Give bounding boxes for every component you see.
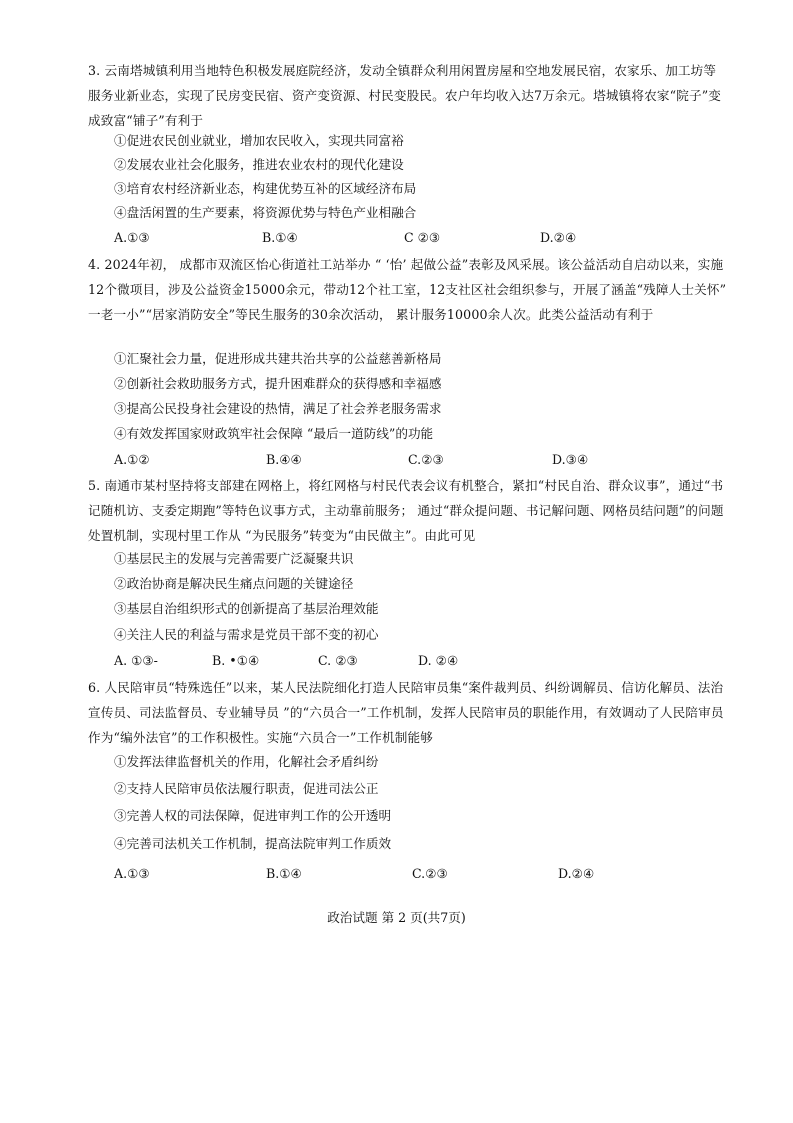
question-6-option-4: ④完善司法机关工作机制，提高法院审判工作质效 <box>114 836 392 851</box>
question-6-choice-d: D.②④ <box>558 866 595 881</box>
question-4-choice-b: B.④④ <box>266 452 302 467</box>
question-3-choice-a: A.①③ <box>114 230 150 245</box>
question-5-choice-b: B. •①④ <box>212 653 260 668</box>
question-6-option-1: ①发挥法律监督机关的作用，化解社会矛盾纠纷 <box>114 754 379 769</box>
question-3-option-4: ④盘活闲置的生产要素，将资源优势与特色产业相融合 <box>114 205 417 220</box>
question-3-option-1: ①促进农民创业就业，增加农民收入，实现共同富裕 <box>114 133 404 148</box>
question-6-stem: 6. 人民陪审员“特殊选任”以来，某人民法院细化打造人民陪审员集“案件裁判员、纠纷调解员、信访化解员、法治宣传员、司法监督员、专业辅导员 ”的“六员合一”工作机制，发挥人民陪审员的职能作用，有效调动了人民陪审员作为“编外法官”的工作积极性。实施“六员合一”工作机制能够 <box>88 680 724 746</box>
question-6-choice-c: C.②③ <box>412 866 448 881</box>
question-5-option-4: ④关注人民的利益与需求是党员干部不变的初心 <box>114 627 379 642</box>
question-4-choice-a: A.①② <box>114 452 150 467</box>
question-3-choice-b: B.①④ <box>262 230 298 245</box>
question-5-choice-d: D. ②④ <box>418 653 459 668</box>
question-4-stem: 4. 2024年初， 成都市双流区怡心街道社工站举办 “ ‘怡’ 起做公益”表彰及风采展。该公益活动自启动以来，实施12个微项目，涉及公益资金15000余元，带动12个社工室，12支社区社会组织参与，开展了涵盖“残障人士关怀” 一老一小”“居家消防安全”等民生服务的30余次活动， 累计服务10000余人次。此类公益活动有利于 <box>88 257 731 323</box>
page-footer: 政治试题 第 2 页(共7页) <box>327 910 466 925</box>
question-6-choice-a: A.①③ <box>114 866 150 881</box>
question-4-option-4: ④有效发挥国家财政筑牢社会保障 “最后一道防线”的功能 <box>114 426 434 441</box>
question-4-choice-c: C.②③ <box>408 452 444 467</box>
question-5-option-3: ③基层自治组织形式的创新提高了基层治理效能 <box>114 601 379 616</box>
question-4-option-2: ②创新社会救助服务方式，提升困难群众的获得感和幸福感 <box>114 376 442 391</box>
question-3-choice-d: D.②④ <box>540 230 577 245</box>
question-3-choice-c: C ②③ <box>404 230 441 245</box>
question-4-option-1: ①汇聚社会力量，促进形成共建共治共享的公益慈善新格局 <box>114 351 442 366</box>
question-6-option-3: ③完善人权的司法保障，促进审判工作的公开透明 <box>114 808 392 823</box>
question-4-choice-d: D.③④ <box>552 452 589 467</box>
question-6-choice-b: B.①④ <box>266 866 302 881</box>
question-3-option-2: ②发展农业社会化服务，推进农业农村的现代化建设 <box>114 157 404 172</box>
question-6-option-2: ②支持人民陪审员依法履行职责，促进司法公正 <box>114 781 379 796</box>
question-5-choice-a: A. ①③- <box>114 653 158 668</box>
question-4-option-3: ③提高公民投身社会建设的热情，满足了社会养老服务需求 <box>114 401 442 416</box>
question-5-stem: 5. 南通市某村坚持将支部建在网格上，将红网格与村民代表会议有机整合，紧扣“村民自治、群众议事”，通过“书记随机访、支委定期跑”等特色议事方式，主动靠前服务； 通过“群众提问题、书记解问题、网格员结问题”的问题处置机制，实现村里工作从 “为民服务”转变为“由民做主”。由此可见 <box>88 478 724 544</box>
question-3-option-3: ③培育农村经济新业态，构建优势互补的区域经济布局 <box>114 181 417 196</box>
question-5-option-1: ①基层民主的发展与完善需要广泛凝聚共识 <box>114 551 354 566</box>
question-5-choice-c: C. ②③ <box>318 653 358 668</box>
question-3-stem: 3. 云南塔城镇利用当地特色积极发展庭院经济，发动全镇群众利用闲置房屋和空地发展民宿，农家乐、加工坊等服务业新业态，实现了民房变民宿、资产变资源、村民变股民。农户年均收入达7万余元。塔城镇将农家“院子”变成致富“铺子”有利于 <box>88 63 722 129</box>
question-5-option-2: ②政治协商是解决民生痛点问题的关键途径 <box>114 576 354 591</box>
